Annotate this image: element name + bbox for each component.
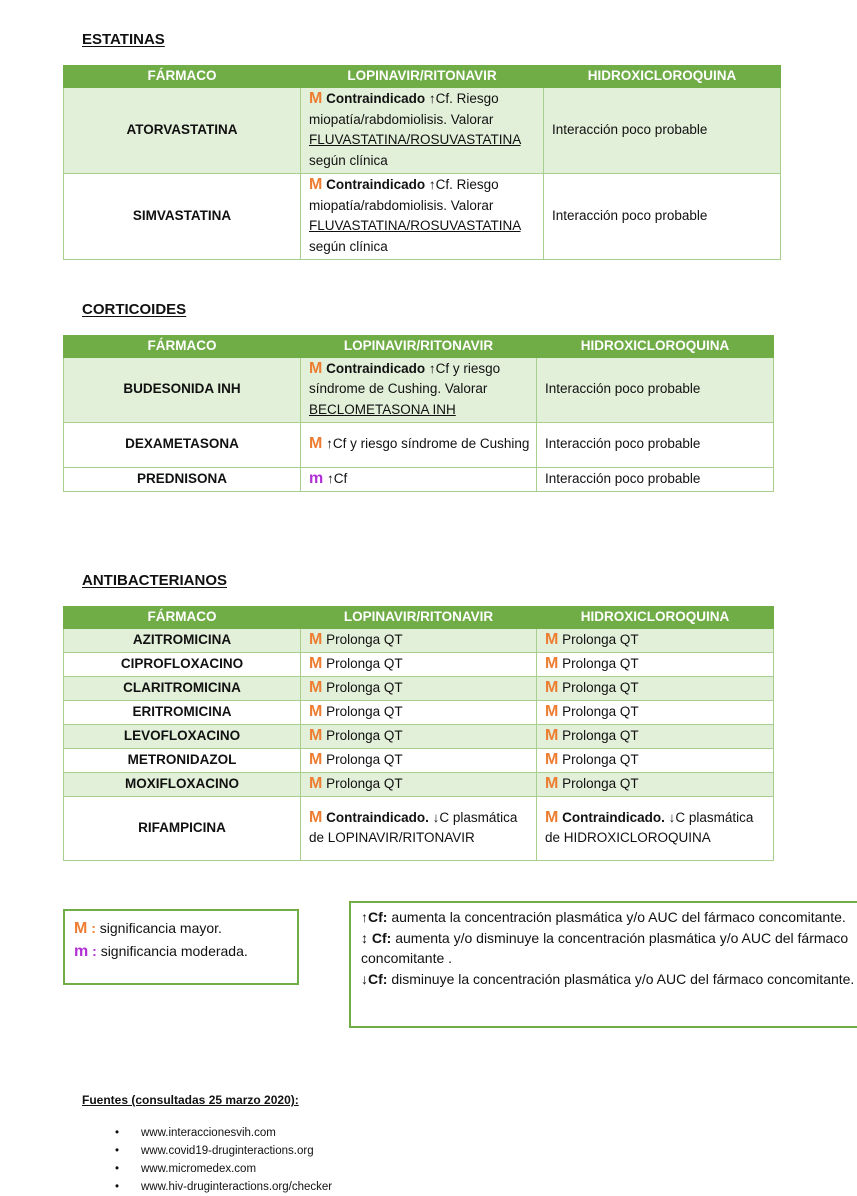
- lopinavir-cell: [301, 467, 537, 491]
- table-row: [64, 173, 781, 259]
- interaction-text: Prolonga QT: [326, 703, 403, 719]
- hidroxicloroquina-cell: Interacción poco probable: [544, 87, 781, 173]
- moderate-marker: m: [309, 469, 324, 487]
- list-item: • www.micromedex.com: [115, 1160, 332, 1178]
- major-marker: M: [545, 678, 559, 696]
- interaction-text: ↑Cf: [327, 470, 348, 486]
- header-hidroxicloroquina: HIDROXICLOROQUINA: [537, 607, 774, 629]
- lopinavir-cell: [301, 357, 537, 422]
- interaction-text: Prolonga QT: [326, 631, 403, 647]
- legend-updown-key: ↕ Cf:: [361, 929, 392, 946]
- interaction-text: Prolonga QT: [562, 679, 639, 695]
- section-title-corticoides: CORTICOIDES: [82, 301, 187, 318]
- major-marker: M: [545, 630, 559, 648]
- table-row: [64, 628, 774, 652]
- interaction-text: Prolonga QT: [326, 655, 403, 671]
- hidroxicloroquina-cell: Interacción poco probable: [537, 467, 774, 491]
- interaction-text: Prolonga QT: [562, 703, 639, 719]
- major-marker: M: [309, 702, 323, 720]
- header-lopinavir: LOPINAVIR/RITONAVIR: [301, 607, 537, 629]
- alternative-drug-link: BECLOMETASONA INH: [309, 401, 456, 417]
- significance-legend: [63, 909, 299, 985]
- major-marker: M: [309, 750, 323, 768]
- table-header-row: [64, 607, 774, 629]
- drug-cell: SIMVASTATINA: [64, 173, 301, 259]
- major-marker: M: [309, 678, 323, 696]
- legend-major-sep: :: [87, 920, 100, 936]
- interaction-text: ↓C plasmática de HIDROXICLOROQUINA: [545, 809, 754, 845]
- sources-title: Fuentes (consultadas 25 marzo 2020):: [82, 1093, 299, 1107]
- interaction-text: Prolonga QT: [326, 775, 403, 791]
- drug-cell: ERITROMICINA: [64, 700, 301, 724]
- interaction-text: ↓C plasmática de LOPINAVIR/RITONAVIR: [309, 809, 518, 845]
- drug-cell: CIPROFLOXACINO: [64, 652, 301, 676]
- drug-cell: BUDESONIDA INH: [64, 357, 301, 422]
- legend-down-text: disminuye la concentración plasmática y/o AUC del fármaco concomitante.: [391, 970, 855, 987]
- table-row: [64, 700, 774, 724]
- legend-major-row: [74, 917, 288, 940]
- interaction-text: Prolonga QT: [562, 775, 639, 791]
- drug-cell: RIFAMPICINA: [64, 796, 301, 860]
- hidroxicloroquina-cell: Interacción poco probable: [544, 173, 781, 259]
- interaction-text: Prolonga QT: [326, 679, 403, 695]
- drug-cell: PREDNISONA: [64, 467, 301, 491]
- major-marker: M: [545, 702, 559, 720]
- list-item: • www.covid19-druginteractions.org: [115, 1142, 332, 1160]
- estatinas-table: [63, 65, 781, 260]
- hidroxicloroquina-cell: [537, 772, 774, 796]
- header-lopinavir: LOPINAVIR/RITONAVIR: [301, 336, 537, 358]
- interaction-text: Prolonga QT: [562, 751, 639, 767]
- alternative-drug-link: FLUVASTATINA/ROSUVASTATINA: [309, 132, 521, 147]
- list-item: • www.hiv-druginteractions.org/checker: [115, 1178, 332, 1196]
- hidroxicloroquina-cell: [537, 724, 774, 748]
- drug-cell: MOXIFLOXACINO: [64, 772, 301, 796]
- major-marker: M: [545, 808, 559, 826]
- table-row: [64, 422, 774, 467]
- major-marker: M: [309, 726, 323, 744]
- lopinavir-cell: [301, 724, 537, 748]
- interaction-text: ↑Cf. Riesgo miopatía/rabdomiolisis. Valorar: [309, 177, 499, 213]
- lopinavir-cell: [301, 87, 544, 173]
- legend-up-key: ↑Cf:: [361, 909, 388, 925]
- drug-cell: DEXAMETASONA: [64, 422, 301, 467]
- table-header-row: [64, 336, 774, 358]
- major-marker: M: [74, 920, 88, 937]
- drug-cell: AZITROMICINA: [64, 628, 301, 652]
- list-item: • www.interaccionesvih.com: [115, 1124, 332, 1142]
- interaction-text: Prolonga QT: [326, 727, 403, 743]
- hidroxicloroquina-cell: [537, 748, 774, 772]
- interaction-text: Prolonga QT: [562, 655, 639, 671]
- table-row: [64, 724, 774, 748]
- major-marker: M: [309, 435, 323, 453]
- contraindicado-label: Contraindicado.: [326, 809, 429, 825]
- header-hidroxicloroquina: HIDROXICLOROQUINA: [544, 66, 781, 88]
- major-marker: M: [545, 654, 559, 672]
- drug-cell: LEVOFLOXACINO: [64, 724, 301, 748]
- legend-moderate-text: significancia moderada.: [100, 943, 248, 959]
- table-row: [64, 796, 774, 860]
- header-farmaco: FÁRMACO: [64, 66, 301, 88]
- contraindicado-label: Contraindicado: [326, 91, 426, 106]
- hidroxicloroquina-cell: [537, 628, 774, 652]
- interaction-text: ↑Cf y riesgo síndrome de Cushing. Valorar: [309, 360, 501, 397]
- legend-up-text: aumenta la concentración plasmática y/o AUC del fármaco concomitante.: [391, 909, 846, 925]
- lopinavir-cell: [301, 676, 537, 700]
- major-marker: M: [309, 176, 323, 193]
- major-marker: M: [309, 774, 323, 792]
- interaction-text: Prolonga QT: [326, 751, 403, 767]
- sources-list: [115, 1124, 332, 1196]
- lopinavir-cell: [301, 700, 537, 724]
- hidroxicloroquina-cell: [537, 700, 774, 724]
- drug-cell: METRONIDAZOL: [64, 748, 301, 772]
- legend-updown-text: aumenta y/o disminuye la concentración plasmática y/o AUC del fármaco concomitante .: [361, 929, 849, 966]
- hidroxicloroquina-cell: Interacción poco probable: [537, 422, 774, 467]
- table-row: [64, 652, 774, 676]
- legend-down-key: ↓Cf:: [361, 970, 388, 987]
- legend-updown-row: [361, 928, 857, 969]
- hidroxicloroquina-cell: [537, 796, 774, 860]
- drug-cell: CLARITROMICINA: [64, 676, 301, 700]
- table-row: [64, 772, 774, 796]
- lopinavir-cell: [301, 772, 537, 796]
- table-row: [64, 676, 774, 700]
- lopinavir-cell: [301, 628, 537, 652]
- interaction-tail: según clínica: [309, 238, 388, 254]
- major-marker: M: [545, 726, 559, 744]
- legend-up-row: [361, 907, 857, 928]
- corticoides-table: [63, 335, 774, 492]
- contraindicado-label: Contraindicado.: [562, 809, 665, 825]
- section-title-antibacterianos: ANTIBACTERIANOS: [82, 572, 227, 589]
- legend-down-row: [361, 969, 857, 990]
- header-hidroxicloroquina: HIDROXICLOROQUINA: [537, 336, 774, 358]
- lopinavir-cell: [301, 796, 537, 860]
- alternative-drug-link: FLUVASTATINA/ROSUVASTATINA: [309, 218, 521, 233]
- major-marker: M: [309, 808, 323, 826]
- moderate-marker: m: [74, 943, 89, 960]
- contraindicado-label: Contraindicado: [326, 177, 426, 192]
- hidroxicloroquina-cell: [537, 652, 774, 676]
- interaction-text: Prolonga QT: [562, 727, 639, 743]
- table-row: [64, 748, 774, 772]
- interaction-tail: según clínica: [309, 152, 388, 168]
- section-title-estatinas: ESTATINAS: [82, 31, 165, 48]
- major-marker: M: [309, 90, 323, 107]
- table-row: [64, 467, 774, 491]
- major-marker: M: [309, 630, 323, 648]
- antibacterianos-table: [63, 606, 774, 861]
- lopinavir-cell: [301, 422, 537, 467]
- header-lopinavir: LOPINAVIR/RITONAVIR: [301, 66, 544, 88]
- major-marker: M: [309, 654, 323, 672]
- header-farmaco: FÁRMACO: [64, 336, 301, 358]
- table-header-row: [64, 66, 781, 88]
- major-marker: M: [545, 750, 559, 768]
- lopinavir-cell: [301, 652, 537, 676]
- interaction-text: Prolonga QT: [562, 631, 639, 647]
- legend-major-text: significancia mayor.: [99, 920, 222, 936]
- legend-moderate-sep: :: [88, 943, 101, 959]
- major-marker: M: [309, 359, 323, 377]
- lopinavir-cell: [301, 173, 544, 259]
- interaction-text: ↑Cf. Riesgo miopatía/rabdomiolisis. Valorar: [309, 91, 499, 127]
- hidroxicloroquina-cell: Interacción poco probable: [537, 357, 774, 422]
- interaction-text: ↑Cf y riesgo síndrome de Cushing: [326, 436, 530, 452]
- table-row: [64, 87, 781, 173]
- hidroxicloroquina-cell: [537, 676, 774, 700]
- drug-cell: ATORVASTATINA: [64, 87, 301, 173]
- cf-legend: [349, 901, 857, 1028]
- contraindicado-label: Contraindicado: [326, 360, 426, 376]
- table-row: [64, 357, 774, 422]
- major-marker: M: [545, 774, 559, 792]
- header-farmaco: FÁRMACO: [64, 607, 301, 629]
- lopinavir-cell: [301, 748, 537, 772]
- legend-moderate-row: [74, 940, 288, 963]
